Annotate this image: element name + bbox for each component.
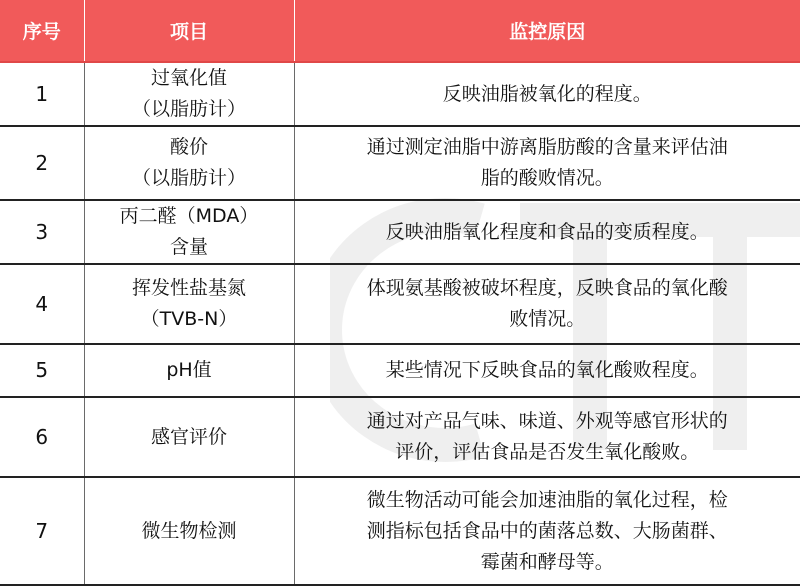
row-reason-line: 反映油脂氧化程度和食品的变质程度。 <box>385 220 709 243</box>
row-number: 3 <box>0 200 84 264</box>
table-row <box>0 62 800 126</box>
row-number: 5 <box>0 344 84 397</box>
row-item <box>84 397 294 477</box>
table-row <box>0 397 800 477</box>
row-reason-line: 脂的酸败情况。 <box>480 167 614 189</box>
row-number: 6 <box>0 397 84 477</box>
row-reason-line: 霉菌和酵母等。 <box>480 550 614 573</box>
header-serial-number: 序号 <box>0 0 84 62</box>
row-reason <box>294 344 800 397</box>
table-row <box>0 477 800 585</box>
row-number: 1 <box>0 62 84 126</box>
table-row <box>0 126 800 200</box>
row-number: 4 <box>0 264 84 344</box>
header-item: 项目 <box>84 0 294 62</box>
table-row <box>0 344 800 397</box>
row-reason-line: 体现氨基酸被破坏程度，反映食品的氧化酸 <box>366 277 728 299</box>
row-item-line: （TVB-N） <box>140 308 238 330</box>
row-reason-line: 败情况。 <box>509 308 586 330</box>
row-reason-line: 通过测定油脂中游离脂肪酸的含量来评估油 <box>366 136 728 158</box>
table-header-row <box>0 0 800 62</box>
row-item <box>84 126 294 200</box>
row-item-line: 酸价 <box>169 136 208 158</box>
row-item <box>84 344 294 397</box>
row-item-line: 过氧化值 <box>150 67 227 89</box>
row-reason <box>294 62 800 126</box>
row-item-line: （以脂肪计） <box>131 98 246 120</box>
row-item <box>84 477 294 585</box>
row-item <box>84 264 294 344</box>
row-item-line: 挥发性盐基氮 <box>131 277 246 299</box>
row-reason <box>294 200 800 264</box>
table-row <box>0 264 800 344</box>
row-item-line: 微生物检测 <box>141 519 237 542</box>
row-reason-line: 测指标包括食品中的菌落总数、大肠菌群、 <box>366 519 728 542</box>
row-reason <box>294 477 800 585</box>
row-item-line: 含量 <box>169 236 208 258</box>
row-item-line: （以脂肪计） <box>131 167 246 189</box>
row-item-line: 丙二醛（MDA） <box>119 205 259 227</box>
header-monitoring-reason: 监控原因 <box>294 0 800 62</box>
row-reason-line: 微生物活动可能会加速油脂的氧化过程，检 <box>366 488 728 511</box>
row-item <box>84 200 294 264</box>
row-item-line: pH值 <box>166 359 212 381</box>
row-item <box>84 62 294 126</box>
row-item-line: 感官评价 <box>150 425 227 448</box>
row-reason-line: 反映油脂被氧化的程度。 <box>442 82 652 105</box>
row-reason <box>294 264 800 344</box>
row-reason-line: 通过对产品气味、味道、外观等感官形状的 <box>366 410 728 432</box>
row-number: 2 <box>0 126 84 200</box>
table-row <box>0 200 800 264</box>
row-reason-line: 某些情况下反映食品的氧化酸败程度。 <box>385 359 709 381</box>
row-reason <box>294 126 800 200</box>
row-number: 7 <box>0 477 84 585</box>
row-reason <box>294 397 800 477</box>
row-reason-line: 评价，评估食品是否发生氧化酸败。 <box>395 441 700 463</box>
